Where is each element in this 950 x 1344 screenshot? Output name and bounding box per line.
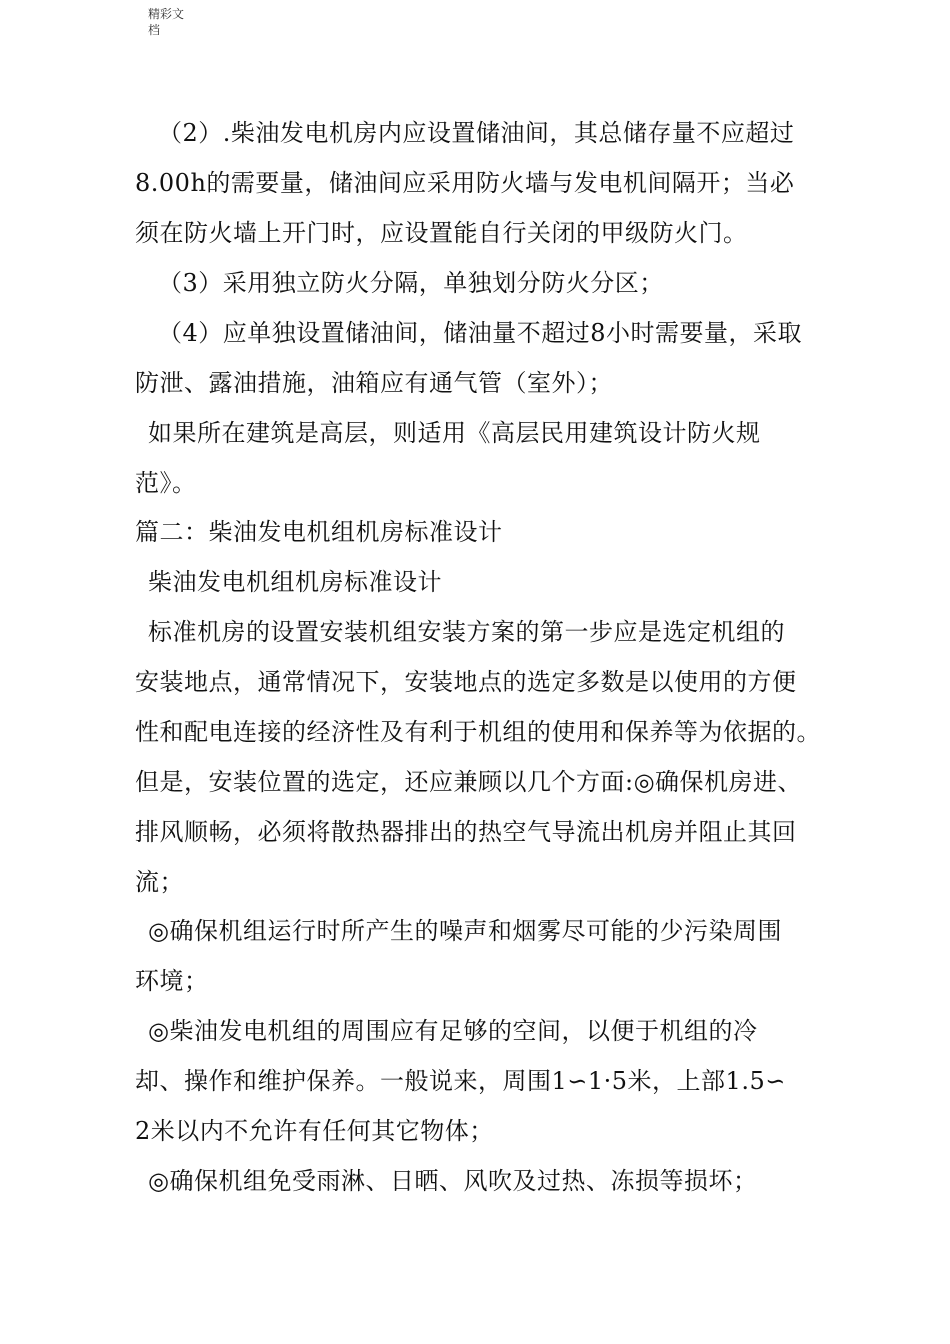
text-line-20: 却、操作和维护保养。一般说来，周围1∽1·5米，上部1.5∽	[135, 1067, 786, 1095]
text-line-19: ◎柴油发电机组的周围应有足够的空间，以便于机组的冷	[148, 1017, 758, 1045]
text-line-8: 范》。	[135, 469, 197, 497]
header-mark-line1: 精彩文	[148, 7, 185, 21]
header-mark-line2: 档	[148, 23, 161, 37]
text-line-12: 安装地点，通常情况下，安装地点的选定多数是以使用的方便	[135, 668, 797, 696]
text-line-17: ◎确保机组运行时所产生的噪声和烟雾尽可能的少污染周围	[148, 917, 782, 945]
text-line-2: 8.00h的需要量，储油间应采用防火墙与发电机间隔开；当必	[135, 169, 795, 197]
section-subtitle: 柴油发电机组机房标准设计	[148, 568, 442, 596]
text-line-4: （3）采用独立防火分隔，单独划分防火分区；	[158, 269, 664, 297]
text-line-16: 流；	[135, 868, 184, 896]
header-mark	[148, 6, 208, 38]
text-line-14: 但是，安装位置的选定，还应兼顾以几个方面:◎确保机房进、	[135, 768, 803, 796]
text-line-1: （2）.柴油发电机房内应设置储油间，其总储存量不应超过	[158, 119, 795, 147]
section-heading: 篇二：柴油发电机组机房标准设计	[135, 518, 503, 546]
text-line-6: 防泄、露油措施，油箱应有通气管（室外）；	[135, 369, 613, 397]
text-line-13: 性和配电连接的经济性及有利于机组的使用和保养等为依据的。	[135, 718, 821, 746]
text-line-18: 环境；	[135, 967, 209, 995]
text-line-7: 如果所在建筑是高层，则适用《高层民用建筑设计防火规	[148, 419, 761, 447]
text-line-11: 标准机房的设置安装机组安装方案的第一步应是选定机组的	[148, 618, 785, 646]
text-line-3: 须在防火墙上开门时，应设置能自行关闭的甲级防火门。	[135, 219, 748, 247]
text-line-22: ◎确保机组免受雨淋、日晒、风吹及过热、冻损等损坏；	[148, 1167, 758, 1195]
text-line-15: 排风顺畅，必须将散热器排出的热空气导流出机房并阻止其回	[135, 818, 797, 846]
text-line-5: （4）应单独设置储油间，储油量不超过8小时需要量，采取	[158, 319, 803, 347]
text-line-21: 2米以内不允许有任何其它物体；	[135, 1117, 494, 1145]
